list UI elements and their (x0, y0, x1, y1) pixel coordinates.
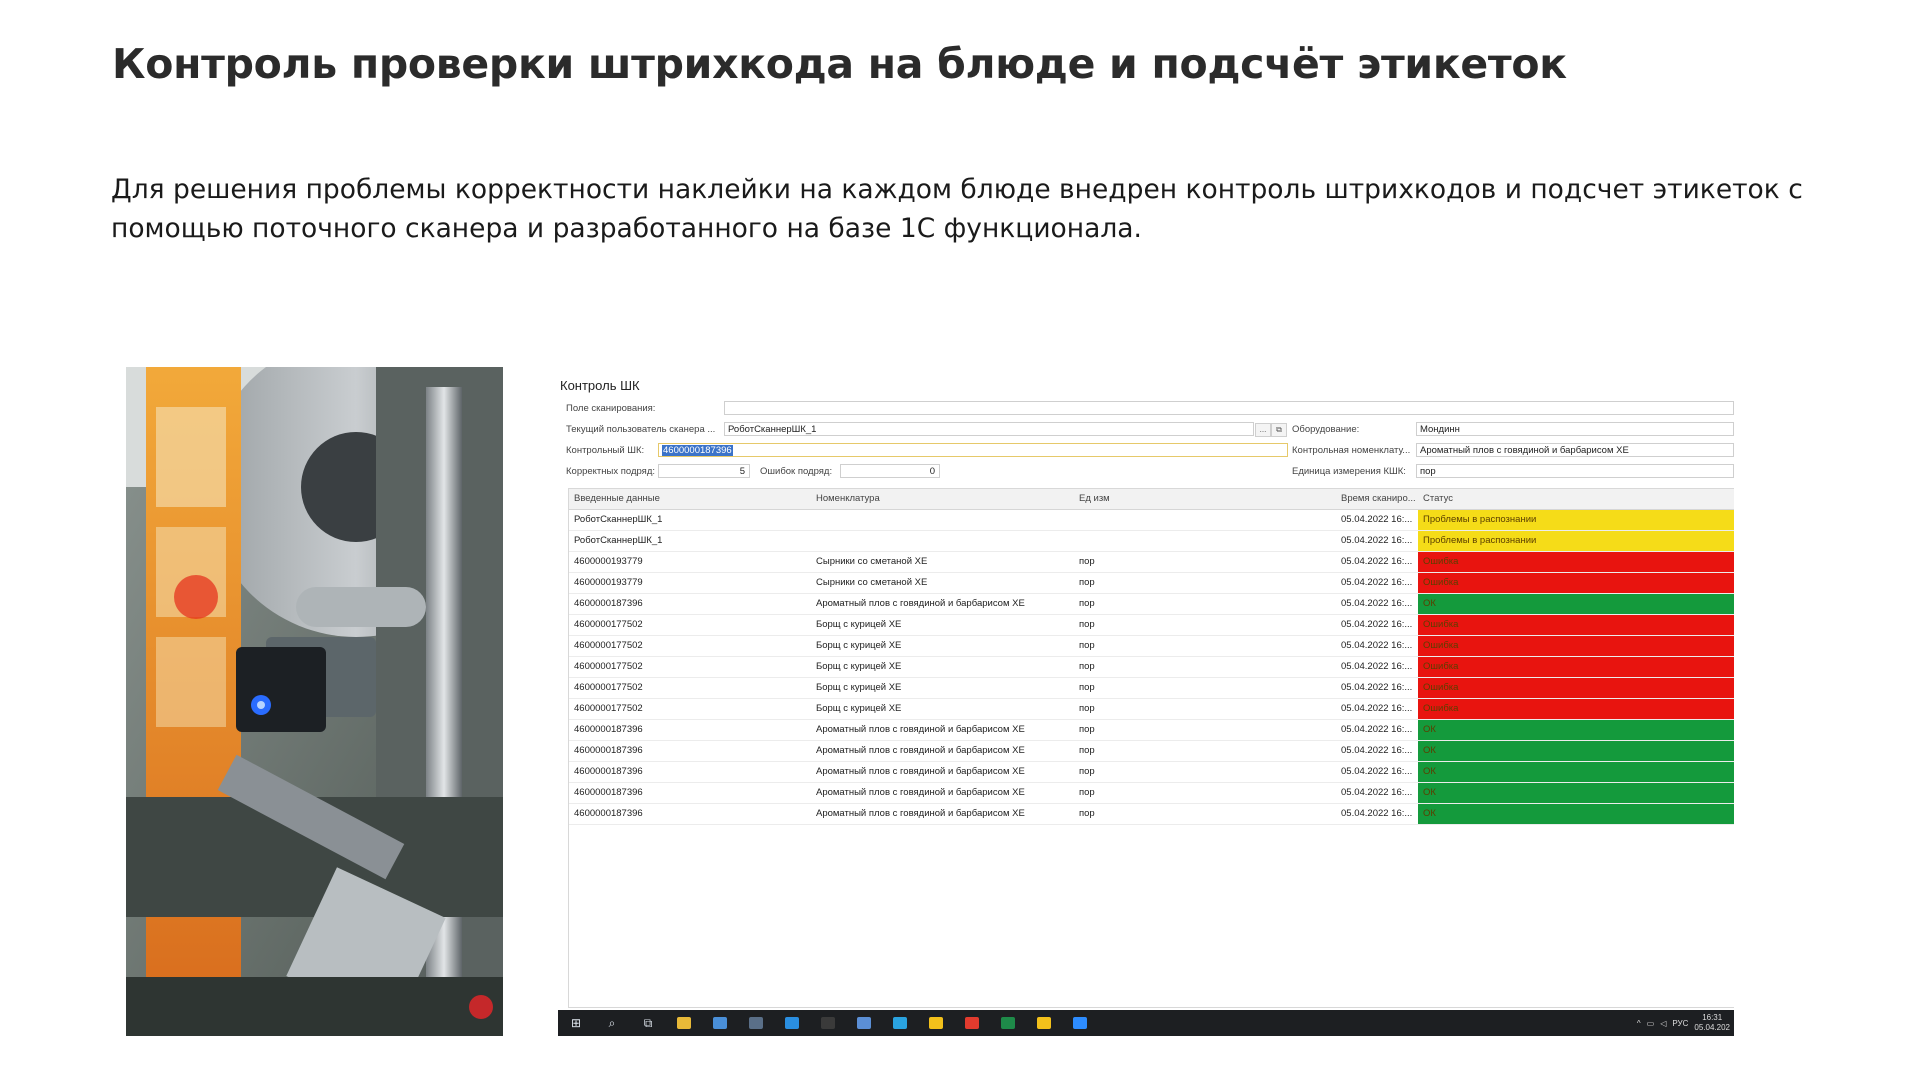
cell-entered-data: 4600000177502 (574, 661, 643, 672)
1c-app-active-icon[interactable] (1026, 1010, 1062, 1036)
column-unit[interactable]: Ед изм (1079, 493, 1110, 504)
scan-results-table[interactable] (568, 488, 1734, 1008)
scan-field-label: Поле сканирования: (566, 403, 656, 414)
yandex-browser-icon[interactable] (954, 1010, 990, 1036)
1c-app-icon-glyph (929, 1017, 943, 1029)
column-status[interactable]: Статус (1423, 493, 1454, 504)
table-row[interactable] (569, 594, 1734, 615)
table-row[interactable] (569, 720, 1734, 741)
zoom-icon[interactable] (1062, 1010, 1098, 1036)
cell-entered-data: 4600000177502 (574, 682, 643, 693)
cell-unit: пор (1079, 787, 1095, 798)
vscode-icon[interactable] (774, 1010, 810, 1036)
table-row[interactable] (569, 510, 1734, 531)
correct-in-row-label: Корректных подряд: (566, 466, 656, 477)
cell-scan-time: 05.04.2022 16:... (1341, 661, 1413, 672)
cell-scan-time: 05.04.2022 16:... (1341, 703, 1413, 714)
cell-nomenclature: Борщ с курицей ХЕ (816, 640, 902, 651)
table-row[interactable] (569, 552, 1734, 573)
cell-scan-time: 05.04.2022 16:... (1341, 640, 1413, 651)
scanner-user-input[interactable]: РоботСканнерШК_1 (724, 422, 1254, 436)
remote-desktop-icon[interactable] (702, 1010, 738, 1036)
cell-status: Ошибка (1418, 699, 1734, 719)
calculator-icon[interactable] (738, 1010, 774, 1036)
cell-unit: пор (1079, 808, 1095, 819)
cell-nomenclature: Ароматный плов с говядиной и барбарисом ХЕ (816, 766, 1025, 777)
cell-scan-time: 05.04.2022 16:... (1341, 745, 1413, 756)
control-barcode-selected-text: 4600000187396 (663, 445, 732, 456)
table-row[interactable] (569, 699, 1734, 720)
tray-clock[interactable] (1694, 1013, 1730, 1033)
cell-unit: пор (1079, 724, 1095, 735)
scanner-photo-illustration (126, 367, 503, 1036)
slide-description: Для решения проблемы корректности наклейки на каждом блюде внедрен контроль штрихкодов и подсчет этикеток с помощью поточного сканера и разработанного на базе 1С функционала. (111, 174, 1803, 244)
cell-status: ОК (1418, 741, 1734, 761)
cell-entered-data: 4600000177502 (574, 703, 643, 714)
cell-entered-data: 4600000187396 (574, 745, 643, 756)
cell-status: Проблемы в распознании (1418, 531, 1734, 551)
network-tool-icon-glyph (857, 1017, 871, 1029)
cell-scan-time: 05.04.2022 16:... (1341, 808, 1413, 819)
barcode-control-window (558, 370, 1734, 1036)
telegram-icon[interactable] (882, 1010, 918, 1036)
cell-scan-time: 05.04.2022 16:... (1341, 577, 1413, 588)
1c-app-active-icon-glyph (1037, 1017, 1051, 1029)
1c-app-icon[interactable] (918, 1010, 954, 1036)
column-nomenclature[interactable]: Номенклатура (816, 493, 880, 504)
correct-in-row-input[interactable]: 5 (658, 464, 750, 478)
cell-unit (1074, 510, 1336, 530)
scanner-photo (126, 367, 503, 1036)
cell-nomenclature: Ароматный плов с говядиной и барбарисом ХЕ (816, 787, 1025, 798)
cell-status: ОК (1418, 594, 1734, 614)
cell-status: Ошибка (1418, 657, 1734, 677)
windows-taskbar (558, 1010, 1734, 1036)
cell-unit: пор (1079, 577, 1095, 588)
column-scan-time[interactable]: Время сканиро... (1341, 493, 1416, 504)
control-nomenclature-label: Контрольная номенклату... (1292, 445, 1411, 456)
cell-nomenclature: Борщ с курицей ХЕ (816, 703, 902, 714)
excel-icon[interactable] (990, 1010, 1026, 1036)
cell-status: ОК (1418, 720, 1734, 740)
cell-entered-data: 4600000187396 (574, 724, 643, 735)
network-tool-icon[interactable] (846, 1010, 882, 1036)
cell-status: ОК (1418, 783, 1734, 803)
file-explorer-icon-glyph (677, 1017, 691, 1029)
cell-status: Ошибка (1418, 615, 1734, 635)
cell-unit: пор (1079, 703, 1095, 714)
cell-entered-data: 4600000177502 (574, 619, 643, 630)
cell-nomenclature: Борщ с курицей ХЕ (816, 682, 902, 693)
table-body (569, 510, 1734, 825)
unit-input[interactable]: пор (1416, 464, 1734, 478)
cell-entered-data: 4600000187396 (574, 766, 643, 777)
scanner-user-open-button[interactable]: ⧉ (1271, 423, 1287, 437)
vscode-icon-glyph (785, 1017, 799, 1029)
cell-nomenclature: Ароматный плов с говядиной и барбарисом ХЕ (816, 598, 1025, 609)
slide-title: Контроль проверки штрихкода на блюде и подсчёт этикеток (112, 40, 1567, 88)
cell-scan-time: 05.04.2022 16:... (1341, 682, 1413, 693)
terminal-icon-glyph (821, 1017, 835, 1029)
tray-volume-icon[interactable]: ◁ (1660, 1018, 1667, 1028)
taskbar-apps (558, 1010, 1098, 1036)
table-row[interactable] (569, 762, 1734, 783)
cell-unit: пор (1079, 556, 1095, 567)
scanner-user-label: Текущий пользователь сканера ... (566, 424, 716, 435)
table-header (569, 489, 1734, 510)
cell-status: Ошибка (1418, 678, 1734, 698)
equipment-input[interactable]: Мондинн (1416, 422, 1734, 436)
equipment-label: Оборудование: (1292, 424, 1360, 435)
cell-unit: пор (1079, 598, 1095, 609)
cell-nomenclature (811, 531, 1074, 551)
tray-date: 05.04.202 (1694, 1023, 1730, 1032)
cell-status: Ошибка (1418, 573, 1734, 593)
unit-label: Единица измерения КШК: (1292, 466, 1406, 477)
file-explorer-icon[interactable] (666, 1010, 702, 1036)
cell-nomenclature: Ароматный плов с говядиной и барбарисом ХЕ (816, 745, 1025, 756)
cell-scan-time: 05.04.2022 16:... (1341, 766, 1413, 777)
tray-network-icon[interactable]: ▭ (1646, 1018, 1655, 1028)
cell-nomenclature: Ароматный плов с говядиной и барбарисом ХЕ (816, 808, 1025, 819)
table-row[interactable] (569, 615, 1734, 636)
cell-unit: пор (1079, 661, 1095, 672)
control-barcode-input[interactable] (658, 443, 1288, 457)
cell-unit: пор (1079, 766, 1095, 777)
task-view-icon[interactable]: ⧉ (643, 1015, 653, 1030)
excel-icon-glyph (1001, 1017, 1015, 1029)
cell-entered-data: 4600000193779 (574, 577, 643, 588)
cell-scan-time: 05.04.2022 16:... (1341, 535, 1413, 546)
cell-nomenclature (811, 510, 1074, 530)
zoom-icon-glyph (1073, 1017, 1087, 1029)
cell-status: ОК (1418, 762, 1734, 782)
cell-scan-time: 05.04.2022 16:... (1341, 514, 1413, 525)
cell-entered-data: 4600000177502 (574, 640, 643, 651)
cell-nomenclature: Борщ с курицей ХЕ (816, 619, 902, 630)
cell-nomenclature: Борщ с курицей ХЕ (816, 661, 902, 672)
cell-status: Проблемы в распознании (1418, 510, 1734, 530)
remote-desktop-icon-glyph (713, 1017, 727, 1029)
tray-chevron-icon[interactable]: ^ (1636, 1018, 1641, 1028)
cell-entered-data: 4600000193779 (574, 556, 643, 567)
table-row[interactable] (569, 636, 1734, 657)
cell-scan-time: 05.04.2022 16:... (1341, 724, 1413, 735)
control-nomenclature-input[interactable]: Ароматный плов с говядиной и барбарисом ХЕ (1416, 443, 1734, 457)
cell-scan-time: 05.04.2022 16:... (1341, 787, 1413, 798)
window-title: Контроль ШК (560, 378, 640, 393)
cell-entered-data: 4600000187396 (574, 598, 643, 609)
cell-unit: пор (1079, 682, 1095, 693)
cell-unit: пор (1079, 640, 1095, 651)
cell-status: Ошибка (1418, 552, 1734, 572)
cell-nomenclature: Сырники со сметаной ХЕ (816, 577, 928, 588)
yandex-browser-icon-glyph (965, 1017, 979, 1029)
cell-unit: пор (1079, 745, 1095, 756)
cell-entered-data: РоботСканнерШК_1 (574, 514, 663, 525)
table-row[interactable] (569, 741, 1734, 762)
windows-start-icon[interactable]: ⊞ (570, 1016, 582, 1030)
table-row[interactable] (569, 783, 1734, 804)
cell-unit (1074, 531, 1336, 551)
cell-entered-data: 4600000187396 (574, 808, 643, 819)
tray-time: 16:31 (1702, 1013, 1723, 1022)
table-row[interactable] (569, 804, 1734, 825)
table-row[interactable] (569, 573, 1734, 594)
table-row[interactable] (569, 657, 1734, 678)
tray-language[interactable]: РУС (1672, 1018, 1689, 1028)
errors-in-row-label: Ошибок подряд: (760, 466, 833, 477)
telegram-icon-glyph (893, 1017, 907, 1029)
calculator-icon-glyph (749, 1017, 763, 1029)
cell-entered-data: РоботСканнерШК_1 (574, 535, 663, 546)
cell-scan-time: 05.04.2022 16:... (1341, 556, 1413, 567)
cell-scan-time: 05.04.2022 16:... (1341, 619, 1413, 630)
terminal-icon[interactable] (810, 1010, 846, 1036)
search-icon[interactable]: ⌕ (608, 1015, 616, 1030)
cell-entered-data: 4600000187396 (574, 787, 643, 798)
scanner-user-select-button[interactable]: ... (1255, 423, 1271, 437)
cell-scan-time: 05.04.2022 16:... (1341, 598, 1413, 609)
cell-nomenclature: Ароматный плов с говядиной и барбарисом ХЕ (816, 724, 1025, 735)
cell-nomenclature: Сырники со сметаной ХЕ (816, 556, 928, 567)
column-entered-data[interactable]: Введенные данные (574, 493, 660, 504)
cell-unit: пор (1079, 619, 1095, 630)
cell-status: Ошибка (1418, 636, 1734, 656)
system-tray (1637, 1013, 1730, 1033)
cell-status: ОК (1418, 804, 1734, 824)
table-row[interactable] (569, 678, 1734, 699)
scan-field-input[interactable] (724, 401, 1734, 415)
control-barcode-label: Контрольный ШК: (566, 445, 645, 456)
table-row[interactable] (569, 531, 1734, 552)
errors-in-row-input[interactable]: 0 (840, 464, 940, 478)
